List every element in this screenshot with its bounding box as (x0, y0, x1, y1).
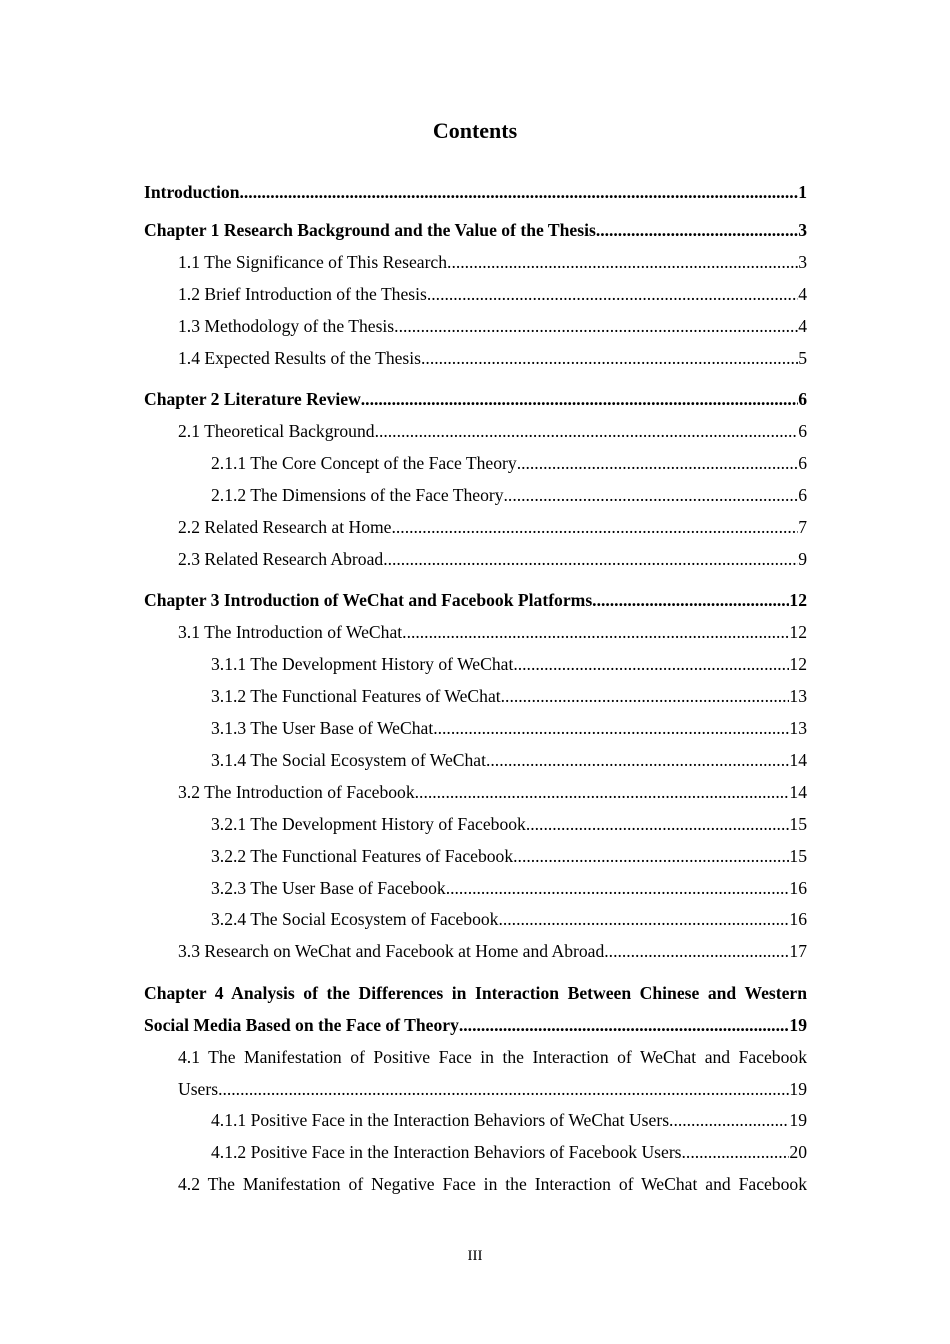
toc-entry-label: 3.1.3 The User Base of WeChat (211, 718, 434, 738)
dot-leader (433, 712, 789, 744)
dot-leader (427, 278, 798, 310)
toc-entry-chapter-4[interactable] (144, 1009, 807, 1041)
toc-entry-4-1[interactable] (178, 1073, 807, 1105)
dot-leader (682, 1136, 790, 1168)
toc-entry-label: Chapter 1 Research Background and the Value of the Thesis (144, 220, 596, 240)
toc-page-number: 13 (789, 718, 807, 738)
dot-leader (592, 584, 789, 616)
toc-page-number: 20 (789, 1142, 807, 1162)
toc-page-number: 12 (789, 654, 807, 674)
toc-page-number: 6 (798, 453, 807, 473)
toc-page-number: 3 (798, 252, 807, 272)
toc-entry-3-3[interactable] (178, 935, 807, 967)
toc-entry-chapter-3[interactable] (144, 584, 807, 616)
toc-entry-label: 2.1.2 The Dimensions of the Face Theory (211, 485, 504, 505)
toc-page-number: 1 (798, 182, 807, 202)
toc-entry-label: 2.3 Related Research Abroad (178, 549, 384, 569)
toc-entry-3-2-1[interactable] (211, 808, 807, 840)
dot-leader (421, 342, 798, 374)
toc-entry-4-1-line-1[interactable]: 4.1 The Manifestation of Positive Face in the Interaction of WeChat and Facebook (178, 1047, 807, 1067)
toc-entry-label: 3.2.4 The Social Ecosystem of Facebook (211, 909, 499, 929)
dot-leader (415, 776, 790, 808)
toc-entry-3-2[interactable] (178, 776, 807, 808)
toc-entry-2-1-1[interactable] (211, 447, 807, 479)
toc-entry-2-1-2[interactable] (211, 479, 807, 511)
page-number-footer: III (467, 1248, 483, 1264)
toc-page-number: 16 (789, 878, 807, 898)
toc-entry-3-1-3[interactable] (211, 712, 807, 744)
toc-entry-chapter-4-line-1[interactable]: Chapter 4 Analysis of the Differences in Interaction Between Chinese and Western (144, 983, 807, 1003)
toc-entry-1-2[interactable] (178, 278, 807, 310)
dot-leader (498, 903, 789, 935)
toc-page-number: 19 (789, 1015, 807, 1035)
contents-title: Contents (432, 118, 518, 143)
toc-page-number: 13 (789, 686, 807, 706)
toc-entry-label: Chapter 2 Literature Review (144, 389, 361, 409)
toc-entry-1-4[interactable] (178, 342, 807, 374)
toc-page-number: 6 (798, 389, 807, 409)
dot-leader (218, 1073, 789, 1105)
toc-entry-3-1-2[interactable] (211, 680, 807, 712)
toc-page-number: 16 (789, 909, 807, 929)
dot-leader (392, 511, 799, 543)
dot-leader (459, 1009, 790, 1041)
dot-leader (240, 176, 799, 208)
toc-entry-4-1-2[interactable] (211, 1136, 807, 1168)
dot-leader (447, 246, 798, 278)
toc-entry-3-1-4[interactable] (211, 744, 807, 776)
toc-entry-3-2-4[interactable] (211, 903, 807, 935)
dot-leader (501, 680, 790, 712)
dot-leader (513, 648, 789, 680)
toc-entry-2-1[interactable] (178, 415, 807, 447)
toc-entry-label: 1.2 Brief Introduction of the Thesis (178, 284, 427, 304)
dot-leader (394, 310, 798, 342)
toc-page-number: 15 (789, 846, 807, 866)
toc-entry-label: 3.1.2 The Functional Features of WeChat (211, 686, 501, 706)
toc-entry-label: 4.1.2 Positive Face in the Interaction Behaviors of Facebook Users (211, 1142, 682, 1162)
toc-entry-label: Social Media Based on the Face of Theory (144, 1015, 459, 1035)
toc-page-number: 12 (789, 590, 807, 610)
toc-entry-label: Chapter 3 Introduction of WeChat and Facebook Platforms (144, 590, 593, 610)
toc-entry-label: 3.2.2 The Functional Features of Facebook (211, 846, 514, 866)
toc-entry-label: 1.1 The Significance of This Research (178, 252, 448, 272)
dot-leader (669, 1104, 789, 1136)
toc-page-number: 17 (789, 941, 807, 961)
toc-page-number: 7 (798, 517, 807, 537)
toc-entry-3-1-1[interactable] (211, 648, 807, 680)
toc-entry-label: 2.1 Theoretical Background (178, 421, 375, 441)
toc-page-number: 14 (789, 782, 807, 802)
toc-entry-3-2-2[interactable] (211, 840, 807, 872)
dot-leader (446, 872, 790, 904)
dot-leader (375, 415, 799, 447)
toc-entry-label: 3.2 The Introduction of Facebook (178, 782, 415, 802)
toc-entry-4-2-line-1[interactable]: 4.2 The Manifestation of Negative Face in the Interaction of WeChat and Facebook (178, 1174, 807, 1194)
toc-page-number: 19 (789, 1110, 807, 1130)
toc-entry-chapter-1[interactable] (144, 214, 807, 246)
dot-leader (361, 383, 798, 415)
toc-entry-label: Users (178, 1079, 219, 1099)
toc-entry-label: 3.1.1 The Development History of WeChat (211, 654, 514, 674)
dot-leader (383, 543, 798, 575)
toc-page-number: 12 (789, 622, 807, 642)
dot-leader (604, 935, 789, 967)
dot-leader (504, 479, 799, 511)
toc-page-number: 9 (798, 549, 807, 569)
toc-page-number: 4 (798, 316, 807, 336)
toc-entry-label: 2.2 Related Research at Home (178, 517, 392, 537)
toc-entry-label: 1.3 Methodology of the Thesis (178, 316, 395, 336)
dot-leader (517, 447, 799, 479)
toc-page-number: 4 (798, 284, 807, 304)
toc-page-number: 6 (798, 421, 807, 441)
toc-entry-label: 2.1.1 The Core Concept of the Face Theory (211, 453, 517, 473)
toc-entry-1-3[interactable] (178, 310, 807, 342)
toc-page-number: 6 (798, 485, 807, 505)
toc-entry-label: 3.1 The Introduction of WeChat (178, 622, 403, 642)
toc-entry-2-3[interactable] (178, 543, 807, 575)
toc-entry-label: 3.1.4 The Social Ecosystem of WeChat (211, 750, 486, 770)
toc-entry-label: 3.3 Research on WeChat and Facebook at Home and Abroad (178, 941, 605, 961)
dot-leader (486, 744, 789, 776)
dot-leader (596, 214, 798, 246)
toc-page-number: 3 (798, 220, 807, 240)
toc-page-number: 5 (798, 348, 807, 368)
toc-entry-label: 3.2.1 The Development History of Facebook (211, 814, 526, 834)
dot-leader (402, 616, 789, 648)
toc-entry-chapter-2[interactable] (144, 383, 807, 415)
toc-entry-label: 1.4 Expected Results of the Thesis (178, 348, 422, 368)
toc-entry-label: Introduction (144, 182, 240, 202)
toc-entry-4-1-1[interactable] (211, 1104, 807, 1136)
toc-entry-3-2-3[interactable] (211, 872, 807, 904)
toc-entry-2-2[interactable] (178, 511, 807, 543)
toc-page-number: 19 (789, 1079, 807, 1099)
toc-entry-label: 4.1.1 Positive Face in the Interaction Behaviors of WeChat Users (211, 1110, 670, 1130)
dot-leader (513, 840, 789, 872)
dot-leader (526, 808, 790, 840)
toc-entry-3-1[interactable] (178, 616, 807, 648)
toc-entry-introduction[interactable] (144, 176, 807, 208)
toc-entry-label: 3.2.3 The User Base of Facebook (211, 878, 446, 898)
toc-page-number: 15 (789, 814, 807, 834)
toc-entry-1-1[interactable] (178, 246, 807, 278)
toc-page-number: 14 (789, 750, 807, 770)
